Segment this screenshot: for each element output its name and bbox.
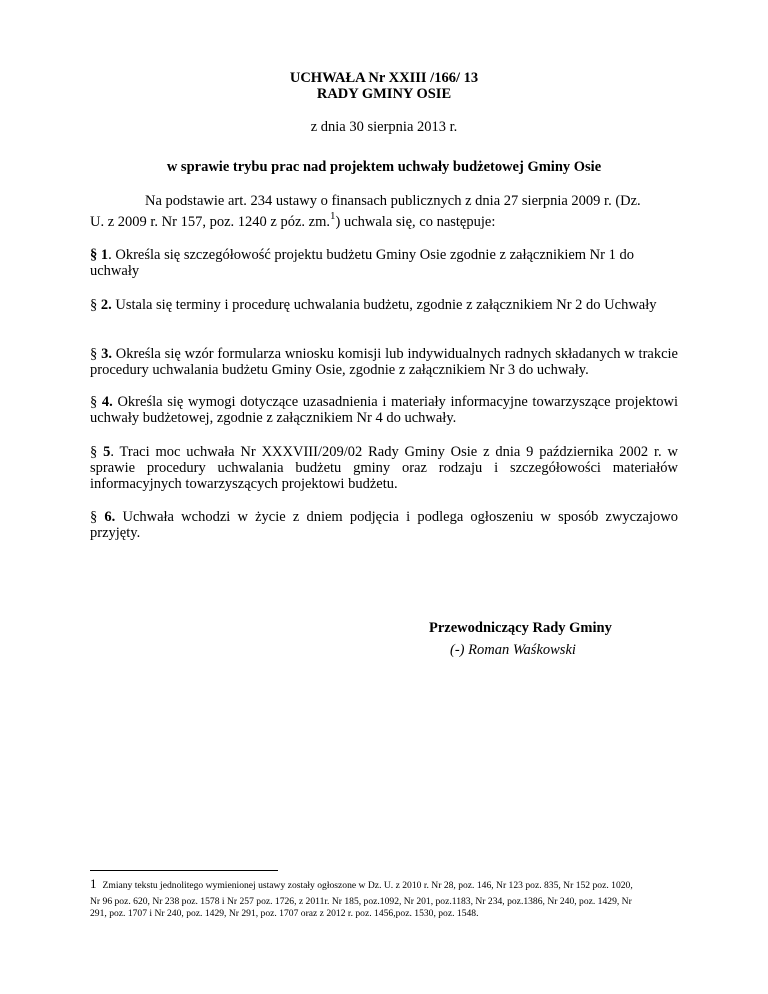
footnote-separator	[90, 870, 278, 871]
paragraph-1-number: § 1	[90, 247, 109, 263]
paragraph-2	[90, 297, 678, 313]
paragraph-6-prefix: §	[90, 509, 105, 525]
paragraph-1	[90, 247, 678, 279]
paragraph-3	[90, 346, 678, 378]
footnote-reference: 1	[330, 210, 336, 222]
signature-role: Przewodniczący Rady Gminy	[429, 620, 612, 636]
document-subject: w sprawie trybu prac nad projektem uchwały budżetowej Gminy Osie	[166, 159, 602, 175]
footnote-line2: Nr 96 poz. 620, Nr 238 poz. 1578 i Nr 257 poz. 1726, z 2011r. Nr 185, poz.1092, Nr 201, poz.1183, Nr 234, poz.1386, Nr 240, poz. 1429, Nr	[90, 895, 632, 907]
paragraph-2-text: Ustala się terminy i procedurę uchwalania budżetu, zgodnie z załącznikiem Nr 2 do Uchwały	[111, 297, 657, 313]
preamble-line2	[90, 210, 496, 231]
footnote-line3: 291, poz. 1707 i Nr 240, poz. 1429, Nr 291, poz. 1707 oraz z 2012 r. poz. 1456,poz. 1530, poz. 1548.	[90, 908, 479, 919]
document-date: z dnia 30 sierpnia 2013 r.	[310, 119, 458, 135]
paragraph-4-number: 4.	[101, 394, 113, 410]
paragraph-1-text: . Określa się szczegółowość projektu budżetu Gminy Osie zgodnie z załącznikiem Nr 1 do uchwały	[90, 247, 634, 279]
document-title-line2: RADY GMINY OSIE	[316, 86, 452, 102]
footnote	[90, 878, 690, 921]
paragraph-5-number: 5	[103, 444, 111, 460]
preamble-line2-start: U. z 2009 r. Nr 157, poz. 1240 z póz. zm.	[90, 214, 331, 230]
signature-name: (-) Roman Waśkowski	[450, 642, 576, 658]
footnote-line1-text: Zmiany tekstu jednolitego wymienionej ustawy zostały ogłoszone w Dz. U. z 2010 r. Nr 28, poz. 146, Nr 123 poz. 835, Nr 152 poz. 1020,	[102, 880, 633, 891]
footnote-mark: 1	[90, 876, 97, 891]
paragraph-4-prefix: §	[90, 394, 102, 410]
document-title-line1: UCHWAŁA Nr XXIII /166/ 13	[289, 70, 479, 86]
paragraph-6-number: 6.	[104, 509, 116, 525]
paragraph-3-text: Określa się wzór formularza wniosku komisji lub indywidualnych radnych składanych w trakcie procedury uchwalania budżetu Gminy Osie, zgodnie z załącznikiem Nr 3 do uchwały.	[90, 346, 678, 378]
paragraph-5	[90, 444, 678, 492]
paragraph-3-prefix: §	[90, 346, 102, 362]
footnote-line1	[90, 878, 690, 893]
paragraph-3-number: 3.	[101, 346, 112, 362]
paragraph-2-prefix: §	[90, 297, 101, 313]
paragraph-6	[90, 509, 678, 541]
paragraph-6-text: Uchwała wchodzi w życie z dniem podjęcia i podlega ogłoszeniu w sposób zwyczajowo przyjęty.	[90, 509, 678, 541]
preamble-line1: Na podstawie art. 234 ustawy o finansach publicznych z dnia 27 sierpnia 2009 r. (Dz.	[145, 193, 641, 209]
preamble-line2-end: ) uchwala się, co następuje:	[335, 214, 496, 230]
paragraph-5-text: . Traci moc uchwała Nr XXXVIII/209/02 Rady Gminy Osie z dnia 9 października 2002 r. w sprawie procedury uchwalania budżetu gminy oraz rodzaju i szczegółowości materiałów informacyjnych towarzyszących projektowi budżetu.	[90, 444, 678, 492]
paragraph-5-prefix: §	[90, 444, 104, 460]
paragraph-4	[90, 394, 678, 426]
paragraph-4-text: Określa się wymogi dotyczące uzasadnienia i materiały informacyjne towarzyszące projektowi uchwały budżetowej, zgodnie z załącznikiem Nr 4 do uchwały.	[90, 394, 678, 426]
paragraph-2-number: 2.	[100, 297, 112, 313]
